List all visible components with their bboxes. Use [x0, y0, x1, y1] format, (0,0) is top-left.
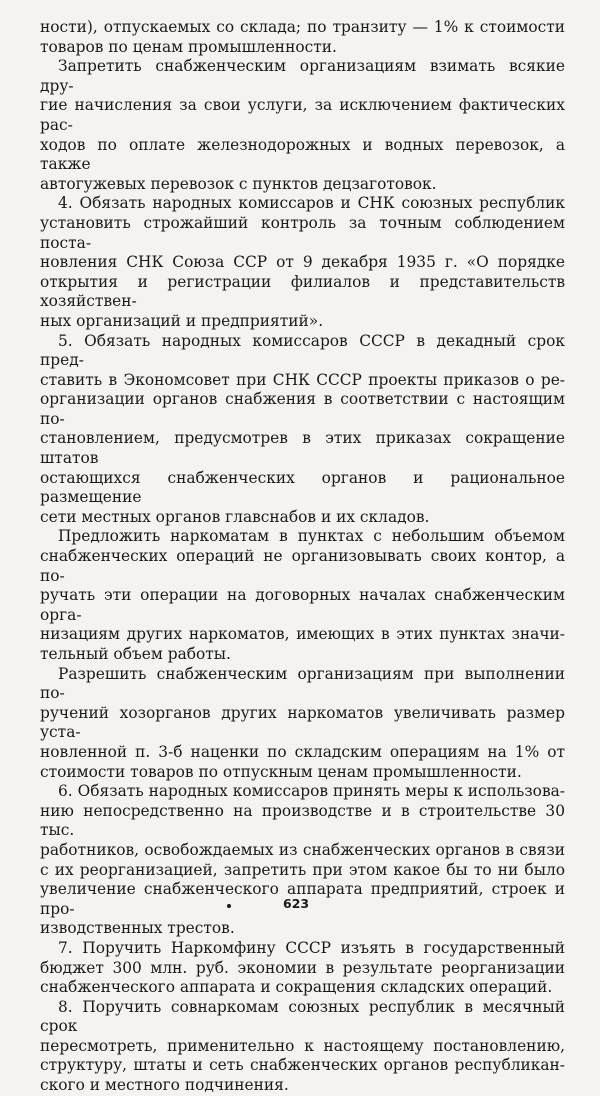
- paragraph-item-4: [40, 194, 565, 331]
- print-dot-mark: [227, 904, 231, 908]
- text-line: бюджет 300 млн. руб. экономии в результате реорганизации: [40, 958, 565, 977]
- text-line: сети местных органов главснабов и их складов.: [40, 507, 430, 526]
- text-line: 6. Обязать народных комиссаров принять меры к использова-: [58, 782, 565, 801]
- text-line: установить строжайший контроль за точным соблюдением поста-: [40, 213, 565, 252]
- text-line: Разрешить снабженческим организациям при выполнении по-: [40, 664, 565, 703]
- text-line: изводственных трестов.: [40, 919, 235, 938]
- text-line: тельный объем работы.: [40, 645, 231, 663]
- text-line: 8. Поручить совнаркомам союзных республик в месячный срок: [40, 997, 565, 1036]
- text-line: снабженческого аппарата и сокращения складских операций.: [40, 978, 553, 997]
- text-line: пересмотреть, применительно к настоящему постановлению,: [40, 1036, 565, 1055]
- text-line: с их реорганизацией, запретить при этом какое бы то ни было: [40, 860, 565, 879]
- text-line: низациям других наркоматов, имеющих в этих пунктах значи-: [40, 625, 565, 644]
- text-line: Предложить наркоматам в пунктах с небольшим объемом: [58, 527, 565, 546]
- text-line: 4. Обязать народных комиссаров и СНК союзных республик: [58, 194, 565, 213]
- text-line: организации органов снабжения в соответствии с настоящим по-: [40, 390, 565, 428]
- text-line: товаров по ценам промышленности.: [40, 37, 337, 56]
- text-line: становлением, предусмотрев в этих приказах сокращение штатов: [40, 429, 565, 468]
- text-line: структуру, штаты и сеть снабженческих органов республикан-: [40, 1056, 565, 1075]
- text-line: ручений хозорганов других наркоматов увеличивать размер уста-: [40, 703, 565, 742]
- text-line: открытия и регистрации филиалов и представительств хозяйствен-: [40, 272, 565, 311]
- paragraph-item-8: [40, 998, 565, 1096]
- text-line: остающихся снабженческих органов и рациональное размещение: [40, 468, 565, 507]
- page-footer: [0, 896, 600, 916]
- paragraph-small-offices: [40, 527, 565, 664]
- document-page: [40, 18, 565, 1096]
- text-line: гие начисления за свои услуги, за исключением фактических рас-: [40, 96, 565, 134]
- paragraph-item-7: [40, 939, 565, 998]
- text-line: увеличение снабженческого аппарата предприятий, строек и про-: [40, 880, 565, 918]
- text-line: ходов по оплате железнодорожных и водных перевозок, а также: [40, 135, 565, 174]
- text-line: ности), отпускаемых со склада; по транзиту — 1% к стоимости: [40, 18, 565, 36]
- text-line: ского и местного подчинения.: [40, 1076, 289, 1095]
- paragraph-markup-permission: [40, 665, 565, 783]
- text-line: 7. Поручить Наркомфину СССР изъять в государственный: [58, 938, 565, 957]
- text-line: работников, освобождаемых из снабженческих органов в связи: [40, 840, 565, 859]
- page-number: 623: [283, 896, 310, 911]
- text-line: Запретить снабженческим организациям взимать всякие дру-: [40, 57, 565, 95]
- text-line: новленной п. 3-б наценки по складским операциям на 1% от: [40, 742, 565, 761]
- text-line: нию непосредственно на производстве и в строительстве 30 тыс.: [40, 801, 565, 840]
- text-line: ных организаций и предприятий».: [40, 311, 324, 330]
- text-line: ручать эти операции на договорных началах снабженческим орга-: [40, 586, 565, 624]
- text-line: снабженческих операций не организовывать своих контор, а по-: [40, 547, 565, 585]
- paragraph-item-5: [40, 332, 565, 528]
- text-line: новления СНК Союза ССР от 9 декабря 1935 г. «О порядке: [40, 253, 565, 272]
- text-line: стоимости товаров по отпускным ценам промышленности.: [40, 762, 522, 781]
- paragraph-fees-prohibition: [40, 57, 565, 194]
- text-line: 5. Обязать народных комиссаров СССР в декадный срок пред-: [40, 331, 565, 370]
- text-line: автогужевых перевозок с пунктов децзаготовок.: [40, 174, 437, 193]
- text-line: ставить в Экономсовет при СНК СССР проекты приказов о ре-: [40, 370, 565, 389]
- paragraph-continuation: [40, 18, 565, 57]
